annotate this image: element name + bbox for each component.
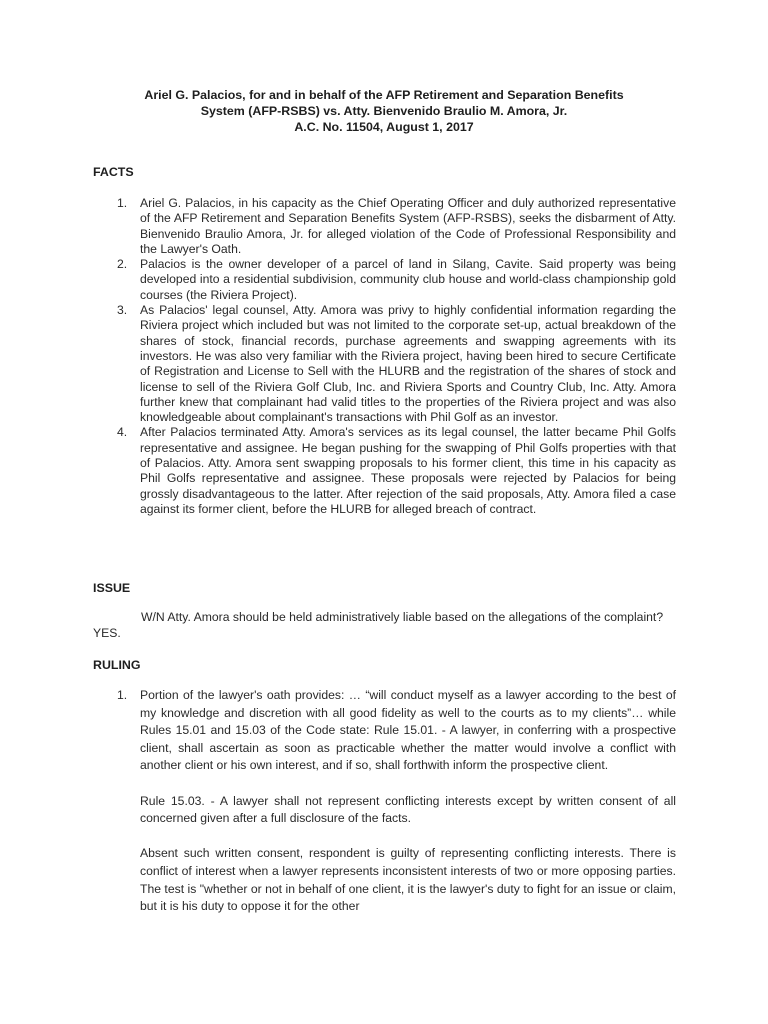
facts-item — [117, 425, 676, 517]
facts-item-text: Palacios is the owner developer of a parcel of land in Silang, Cavite. Said property was being developed into a residential subdivision, community club house and world-class championship gold courses (the Riviera Project). — [140, 257, 676, 302]
facts-item-text: After Palacios terminated Atty. Amora's services as its legal counsel, the latter became Phil Golfs representative and assignee. He began pushing for the swapping of Phil Golfs properties with that of Palacios. Atty. Amora sent swapping proposals to his former client, this time in his capacity as Phil Golfs representative and assignee. These proposals were rejected by Palacios for being grossly disadvantageous to the latter. After rejection of the said proposals, Atty. Amora filed a case against its former client, before the HLURB for alleged breach of contract. — [140, 425, 676, 516]
ruling-paragraph-2: Rule 15.03. - A lawyer shall not represent conflicting interests except by written consent of all concerned given after a full disclosure of the facts. — [140, 793, 676, 826]
facts-item — [117, 303, 676, 425]
facts-item-number: 4. — [117, 425, 128, 440]
facts-item-text: Ariel G. Palacios, in his capacity as the Chief Operating Officer and duly authorized representative of the AFP Retirement and Separation Benefits System (AFP-RSBS), seeks the disbarment of Atty. Bienvenido Braulio Amora, Jr. for alleged violation of the Code of Professional Responsibility and the Lawyer's Oath. — [140, 196, 676, 256]
facts-item-number: 2. — [117, 257, 128, 272]
issue-text: W/N Atty. Amora should be held administratively liable based on the allegations of the complaint? YES. — [93, 610, 664, 640]
facts-item — [117, 257, 676, 303]
ruling-heading: RULING — [93, 658, 141, 672]
ruling-item-number: 1. — [117, 688, 128, 702]
facts-item-number: 3. — [117, 303, 128, 318]
facts-list — [0, 196, 768, 517]
case-title-line-1: Ariel G. Palacios, for and in behalf of the AFP Retirement and Separation Benefits — [144, 88, 624, 102]
facts-item-number: 1. — [117, 196, 128, 210]
facts-item-text: As Palacios' legal counsel, Atty. Amora was privy to highly confidential information regarding the Riviera project which included but was not limited to the corporate set-up, actual breakdown of the shares of stock, financial records, purchase agreements and swapping agreements with its investors. He was also very familiar with the Riviera project, having been hired to secure Certificate of Registration and License to Sell with the HLURB and the registration of the shares of stock and license to sell of the Riviera Golf Club, Inc. and Riviera Sports and Country Club, Inc. Atty. Amora further knew that complainant had valid titles to the properties of the Riviera project and was also knowledgeable about complainant's transactions with Phil Golf as an investor. — [140, 303, 676, 425]
ruling-paragraph-1: Portion of the lawyer's oath provides: … “will conduct myself as a lawyer according to the best of my knowledge and discretion with all good fidelity as well to the courts as to my clients”… while Rules 15.01 and 15.03 of the Code state: Rule 15.01. - A lawyer, in conferring with a prospective client, shall ascertain as soon as practicable whether the matter would involve a conflict with another client or his own interest, and if so, shall forthwith inform the prospective client. — [140, 688, 676, 773]
facts-heading: FACTS — [93, 165, 134, 179]
ruling-list — [0, 687, 768, 916]
case-title-line-2: System (AFP-RSBS) vs. Atty. Bienvenido Braulio M. Amora, Jr. — [200, 104, 568, 118]
ruling-paragraph-3: Absent such written consent, respondent is guilty of representing conflicting interests. There is conflict of interest when a lawyer represents inconsistent interests of two or more opposing parties. The test is "whether or not in behalf of one client, it is the lawyer's duty to fight for an issue or claim, but it is his duty to oppose it for the other — [140, 846, 676, 914]
case-title-line-3: A.C. No. 11504, August 1, 2017 — [294, 120, 474, 134]
case-title — [60, 87, 708, 135]
facts-item — [117, 196, 676, 257]
ruling-item — [117, 687, 676, 916]
issue-heading: ISSUE — [93, 581, 131, 595]
